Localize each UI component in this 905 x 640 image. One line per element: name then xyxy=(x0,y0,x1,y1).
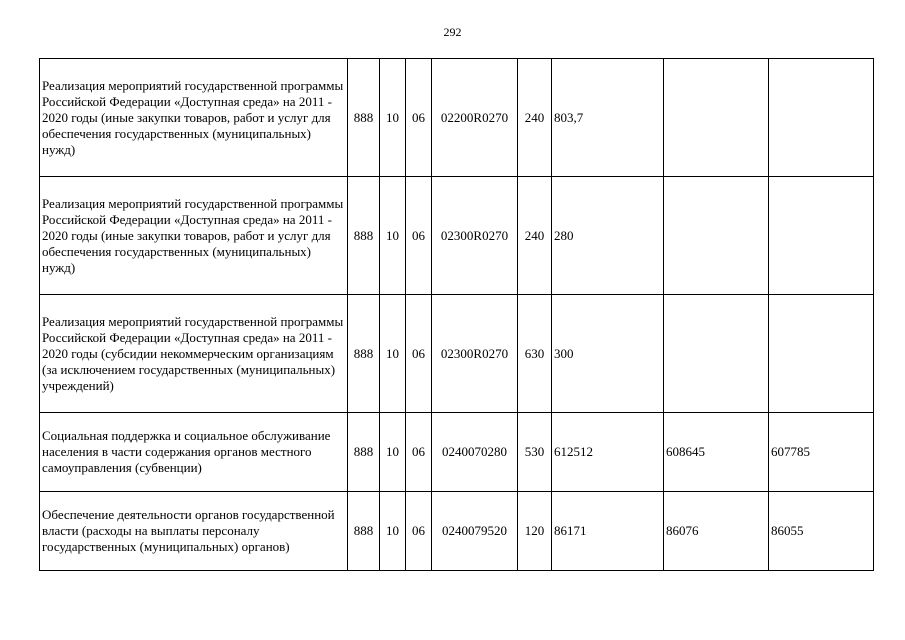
section-code-cell: 10 xyxy=(380,413,406,492)
target-article-cell: 02300R0270 xyxy=(432,295,518,413)
subsection-code-cell: 06 xyxy=(406,177,432,295)
amount-2-cell xyxy=(664,59,769,177)
ministry-code-cell: 888 xyxy=(348,413,380,492)
table-row xyxy=(40,177,874,295)
ministry-code-cell: 888 xyxy=(348,59,380,177)
section-code-cell: 10 xyxy=(380,492,406,571)
table-row xyxy=(40,413,874,492)
row-name-cell: Реализация мероприятий государственной программы Российской Федерации «Доступная среда» на 2011 - 2020 годы (субсидии некоммерческим организациям (за исключением государственных (муниципальных) учреждений) xyxy=(40,295,348,413)
target-article-cell: 0240070280 xyxy=(432,413,518,492)
budget-table xyxy=(39,58,874,571)
section-code-cell: 10 xyxy=(380,295,406,413)
subsection-code-cell: 06 xyxy=(406,295,432,413)
amount-2-cell: 608645 xyxy=(664,413,769,492)
expense-type-cell: 240 xyxy=(518,59,552,177)
ministry-code-cell: 888 xyxy=(348,177,380,295)
amount-1-cell: 86171 xyxy=(552,492,664,571)
table-row xyxy=(40,295,874,413)
row-name-cell: Социальная поддержка и социальное обслуживание населения в части содержания органов местного самоуправления (субвенции) xyxy=(40,413,348,492)
ministry-code-cell: 888 xyxy=(348,492,380,571)
amount-1-cell: 280 xyxy=(552,177,664,295)
table-row xyxy=(40,492,874,571)
table-row xyxy=(40,59,874,177)
amount-3-cell xyxy=(769,59,874,177)
subsection-code-cell: 06 xyxy=(406,413,432,492)
row-name-cell: Реализация мероприятий государственной программы Российской Федерации «Доступная среда» на 2011 - 2020 годы (иные закупки товаров, работ и услуг для обеспечения государственных (муниципальных) нужд) xyxy=(40,177,348,295)
amount-3-cell xyxy=(769,295,874,413)
amount-1-cell: 803,7 xyxy=(552,59,664,177)
amount-3-cell xyxy=(769,177,874,295)
expense-type-cell: 630 xyxy=(518,295,552,413)
amount-1-cell: 300 xyxy=(552,295,664,413)
row-name-cell: Обеспечение деятельности органов государственной власти (расходы на выплаты персоналу государственных (муниципальных) органов) xyxy=(40,492,348,571)
page-number: 292 xyxy=(443,25,462,39)
expense-type-cell: 530 xyxy=(518,413,552,492)
amount-2-cell xyxy=(664,295,769,413)
target-article-cell: 0240079520 xyxy=(432,492,518,571)
amount-3-cell: 86055 xyxy=(769,492,874,571)
expense-type-cell: 120 xyxy=(518,492,552,571)
subsection-code-cell: 06 xyxy=(406,492,432,571)
amount-2-cell: 86076 xyxy=(664,492,769,571)
subsection-code-cell: 06 xyxy=(406,59,432,177)
target-article-cell: 02200R0270 xyxy=(432,59,518,177)
section-code-cell: 10 xyxy=(380,59,406,177)
target-article-cell: 02300R0270 xyxy=(432,177,518,295)
amount-3-cell: 607785 xyxy=(769,413,874,492)
amount-2-cell xyxy=(664,177,769,295)
section-code-cell: 10 xyxy=(380,177,406,295)
row-name-cell: Реализация мероприятий государственной программы Российской Федерации «Доступная среда» на 2011 - 2020 годы (иные закупки товаров, работ и услуг для обеспечения государственных (муниципальных) нужд) xyxy=(40,59,348,177)
amount-1-cell: 612512 xyxy=(552,413,664,492)
expense-type-cell: 240 xyxy=(518,177,552,295)
ministry-code-cell: 888 xyxy=(348,295,380,413)
